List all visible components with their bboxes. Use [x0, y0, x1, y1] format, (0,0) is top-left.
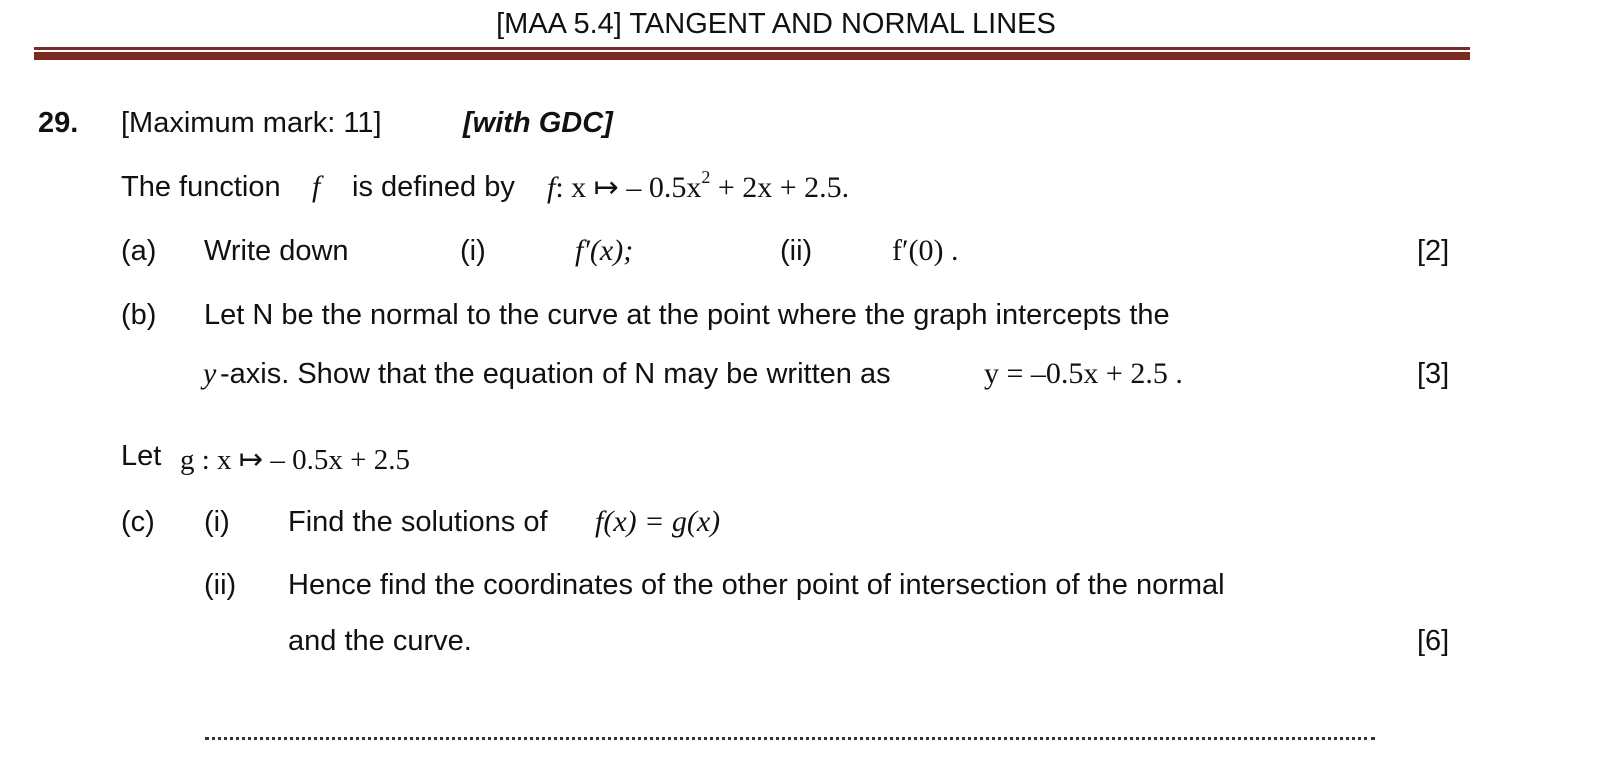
function-definition: f: x ↦ – $0.5x^2 + 2x + 2.5$.	[547, 167, 850, 204]
part-c-ii-label: (ii)	[204, 569, 237, 601]
part-c-marks: [6]	[1417, 625, 1450, 657]
part-b-equation: y = –0.5x + 2.5 .	[984, 357, 1183, 390]
part-b-marks: [3]	[1417, 358, 1450, 390]
page-title: [MAA 5.4] TANGENT AND NORMAL LINES	[496, 8, 1056, 40]
max-mark: [Maximum mark: 11]	[121, 107, 382, 139]
intro-text-mid: is defined by	[352, 171, 515, 203]
part-c-i-equation: f(x) = g(x)	[595, 505, 721, 538]
part-a-i-expression: f′(x);	[575, 234, 634, 267]
header-rule-thin	[34, 47, 1470, 50]
part-a-ii-label: (ii)	[780, 235, 813, 267]
intro-text-start: The function	[121, 171, 281, 203]
part-c-i-label: (i)	[204, 506, 230, 538]
answer-dotted-line	[205, 737, 1375, 740]
part-a-instruction: Write down	[204, 235, 349, 267]
gdc-note: [with GDC]	[463, 107, 613, 139]
g-definition: g : x ↦ – 0.5x + 2.5	[180, 444, 410, 476]
part-b-line2: -axis. Show that the equation of N may be written as	[220, 358, 891, 390]
let-g-text: Let	[121, 440, 162, 472]
part-a-label: (a)	[121, 235, 157, 267]
question-number: 29.	[38, 107, 79, 139]
part-c-i-text: Find the solutions of	[288, 506, 548, 538]
part-a-ii-expression: f′(0) .	[892, 234, 959, 267]
part-c-ii-line1: Hence find the coordinates of the other point of intersection of the normal	[288, 569, 1225, 601]
intro-f-symbol: f	[312, 170, 321, 203]
header-rule-thick	[34, 52, 1470, 60]
part-b-y-variable: y	[203, 357, 217, 390]
part-b-label: (b)	[121, 299, 157, 331]
part-c-label: (c)	[121, 506, 155, 538]
part-b-line1: Let N be the normal to the curve at the point where the graph intercepts the	[204, 299, 1170, 331]
part-a-i-label: (i)	[460, 235, 486, 267]
part-a-marks: [2]	[1417, 235, 1450, 267]
part-c-ii-line2: and the curve.	[288, 625, 472, 657]
